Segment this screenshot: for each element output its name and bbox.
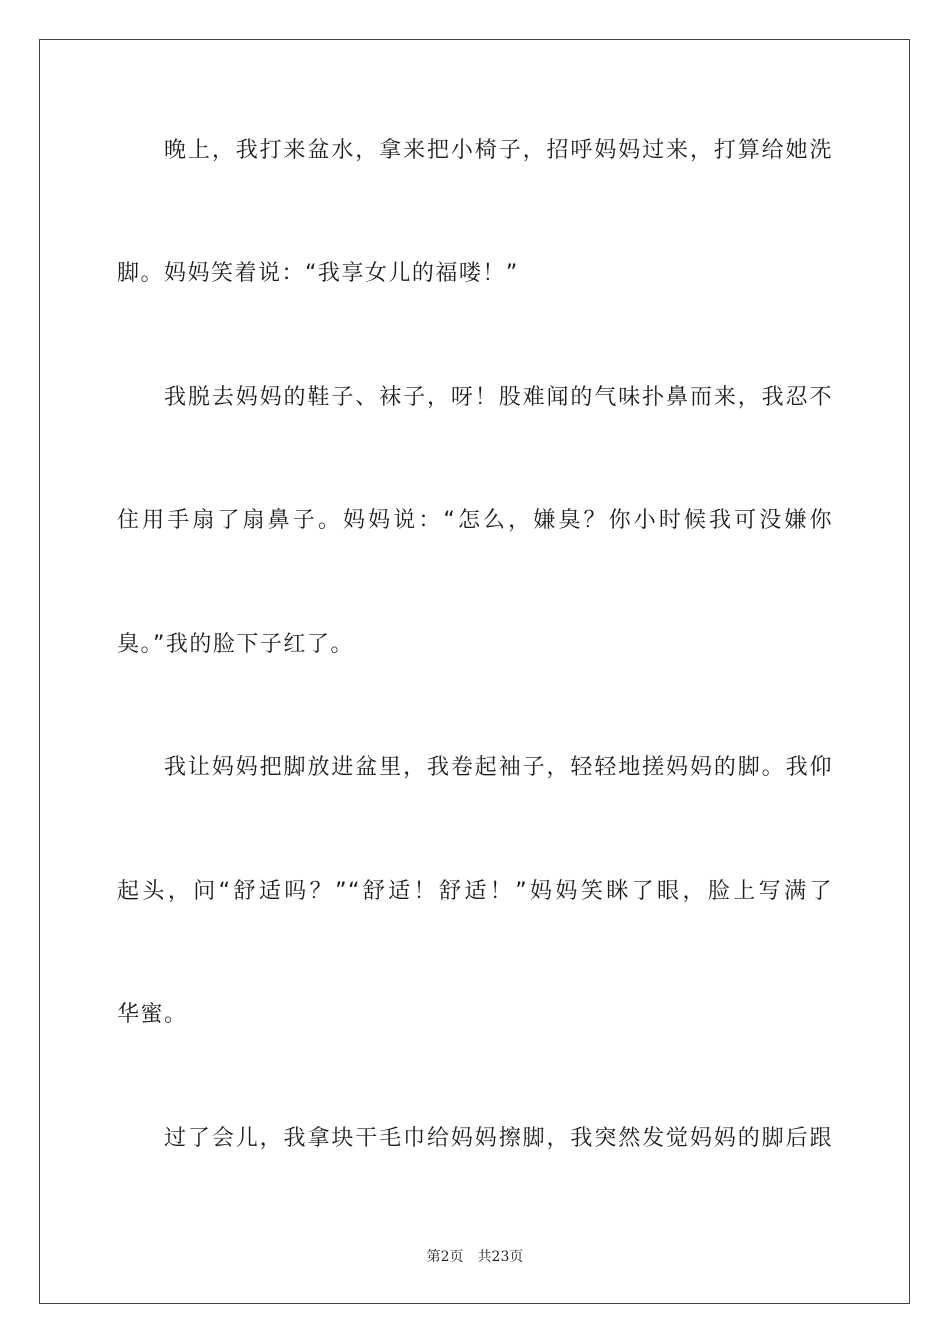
paragraph-1-line-2: 脚。妈妈笑着说：“我享女儿的福喽！” — [117, 261, 519, 286]
paragraph-2-line-1: 我脱去妈妈的鞋子、袜子，呀！股难闻的气味扑鼻而来，我忍不 — [164, 385, 833, 410]
page-border — [39, 39, 910, 1304]
paragraph-3-line-1: 我让妈妈把脚放进盆里，我卷起袖子，轻轻地搓妈妈的脚。我仰 — [164, 755, 833, 780]
page-footer — [0, 1247, 950, 1267]
paragraph-3-line-3: 华蜜。 — [117, 1002, 188, 1027]
paragraph-2-line-2: 住用手扇了扇鼻子。妈妈说：“怎么，嫌臭？你小时候我可没嫌你 — [117, 508, 833, 533]
paragraph-3-line-2: 起头，问“舒适吗？”“舒适！舒适！”妈妈笑眯了眼，脸上写满了 — [117, 879, 833, 904]
total-pages: 共23页 — [477, 1249, 524, 1265]
paragraph-4-line-1: 过了会儿，我拿块干毛巾给妈妈擦脚，我突然发觉妈妈的脚后跟 — [164, 1126, 833, 1151]
page-number: 第2页 — [426, 1249, 464, 1265]
paragraph-2-line-3: 臭。”我的脸下子红了。 — [117, 632, 354, 657]
paragraph-1-line-1: 晚上，我打来盆水，拿来把小椅子，招呼妈妈过来，打算给她洗 — [164, 138, 833, 163]
